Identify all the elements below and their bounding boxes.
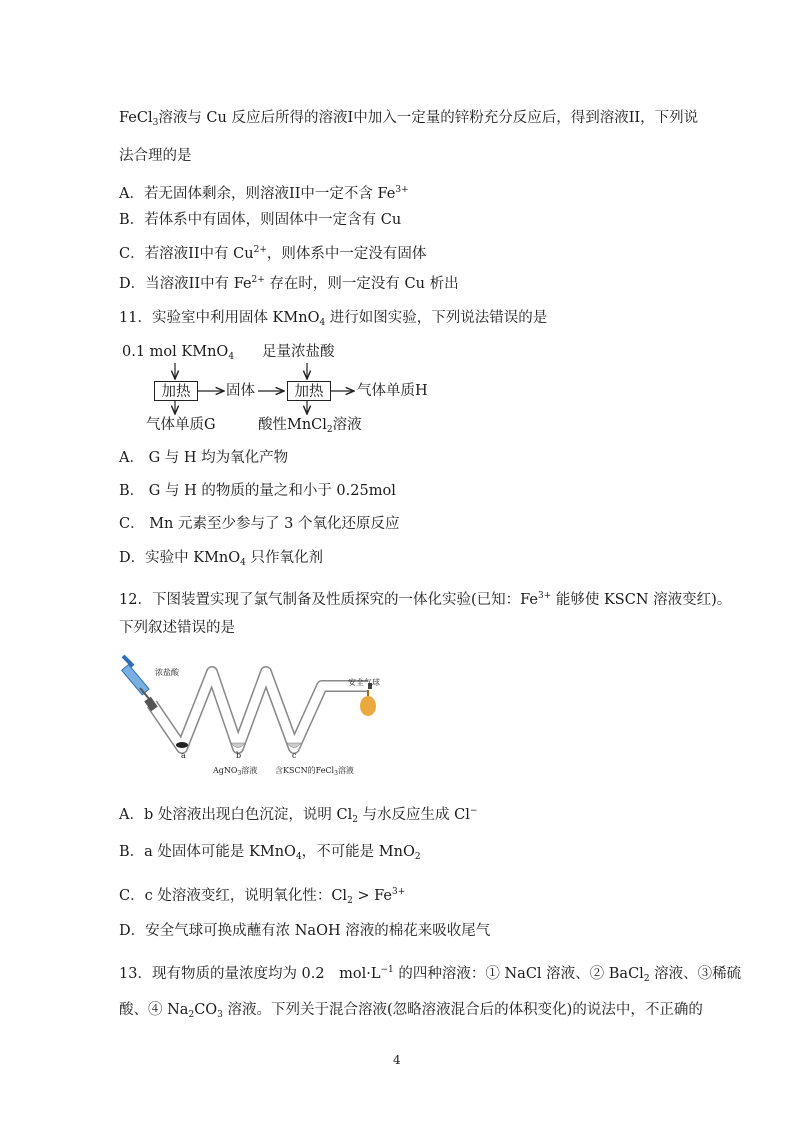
diagram-box-heat-2: 加热 <box>287 381 331 401</box>
q13-stem-line2: 酸、④ $Na_2CO_3$ 溶液。下列关于混合溶液(忽略溶液混合后的体积变化)的说法中，不正确的 <box>119 1002 703 1020</box>
q11-stem: 11．实验室中利用固体 KMnO$_4$ 进行如图实验，下列说法错误的是 <box>119 310 548 328</box>
q11-option-b: B． G 与 H 的物质的量之和小于 0.25mol <box>119 483 396 499</box>
page-number: 4 <box>393 1053 401 1067</box>
q12-option-c: C．c 处溶液变红，说明氧化性：$Cl_2 > Fe^{3+}$ <box>119 887 406 906</box>
q11-option-c: C． Mn 元素至少参与了 3 个氧化还原反应 <box>119 516 400 532</box>
q10-stem-line1: FeCl$_3$溶液与 Cu 反应后所得的溶液I中加入一定量的锌粉充分反应后，得到溶液II，下列说 <box>119 110 699 128</box>
q12-stem-line1: 12．下图装置实现了氯气制备及性质探究的一体化实验(已知：$Fe^{3+}$ 能够使 KSCN 溶液变红)。 <box>119 591 732 608</box>
label-a: a <box>181 751 186 760</box>
diagram-gas-h: 气体单质H <box>357 383 428 399</box>
diagram-mncl2-solution: 酸性MnCl$_2$溶液 <box>258 417 362 435</box>
label-kscn-fecl3: 含KSCN的FeCl$_3$溶液 <box>275 766 354 777</box>
syringe-icon <box>122 656 150 700</box>
diagram-solid: 固体 <box>226 383 255 399</box>
q10-option-b: B．若体系中有固体，则固体中一定含有 Cu <box>119 212 402 228</box>
label-c: c <box>292 751 297 760</box>
diagram-gas-g: 气体单质G <box>146 417 216 433</box>
label-safety-balloon: 安全气球 <box>348 678 380 687</box>
q12-option-d: D．安全气球可换成蘸有浓 NaOH 溶液的棉花来吸收尾气 <box>119 923 491 939</box>
balloon-icon <box>360 696 376 716</box>
diagram-input-kmno4: 0.1 mol KMnO$_4$ <box>122 344 235 362</box>
diagram-input-hcl: 足量浓盐酸 <box>262 344 335 360</box>
q11-option-a: A． G 与 H 均为氧化产物 <box>119 450 289 466</box>
q12-option-a: A．b 处溶液出现白色沉淀，说明 $Cl_2$ 与水反应生成 Cl− <box>119 806 478 825</box>
diagram-box-heat-1: 加热 <box>154 381 198 401</box>
q10-option-d: D．当溶液II中有 $Fe^{2+}$ 存在时，则一定没有 Cu 析出 <box>119 275 459 292</box>
q12-option-b: B．a 处固体可能是 KMnO$_4$，不可能是 MnO$_2$ <box>119 844 421 862</box>
q12-stem-line2: 下列叙述错误的是 <box>119 620 235 636</box>
q10-option-a: A．若无固体剩余，则溶液II中一定不含 $Fe^{3+}$ <box>119 185 409 202</box>
q11-option-d: D．实验中 KMnO$_4$ 只作氧化剂 <box>119 550 323 568</box>
q13-stem-line1: 13．现有物质的量浓度均为 0.2 $mol\cdot L^{-1}$ 的四种溶液：① NaCl 溶液、② BaCl$_2$ 溶液、③稀硫 <box>119 965 742 984</box>
label-conc-hcl: 浓盐酸 <box>155 668 179 677</box>
label-b: b <box>236 751 242 760</box>
q10-stem-line2: 法合理的是 <box>119 148 192 164</box>
label-agno3: AgNO$_3$溶液 <box>213 766 258 777</box>
q10-option-c: C．若溶液II中有 $Cu^{2+}$，则体系中一定没有固体 <box>119 245 427 262</box>
